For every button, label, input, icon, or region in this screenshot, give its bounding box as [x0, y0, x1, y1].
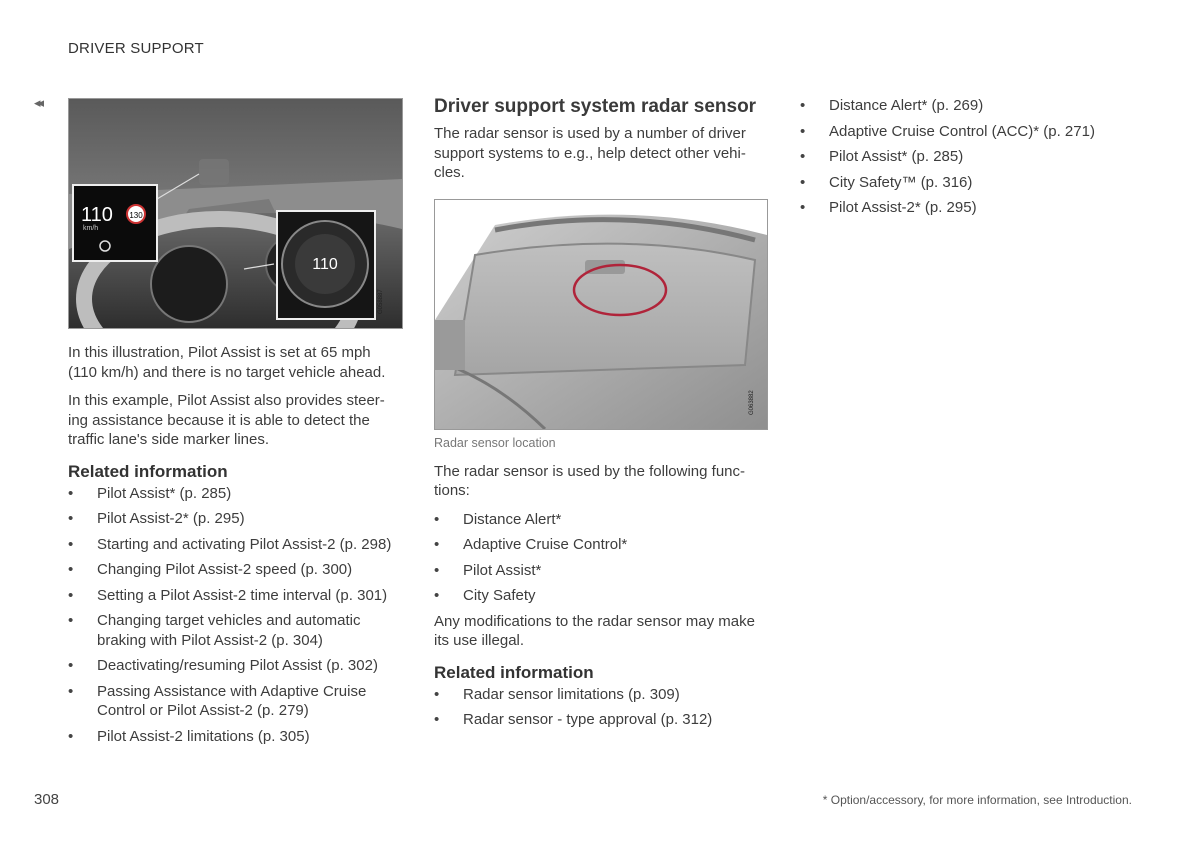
related-link[interactable]: • Deactivating/resuming Pilot Assist (p. 302): [68, 656, 403, 676]
gauge-speed: 110: [312, 256, 338, 273]
function-item: • City Safety: [434, 586, 768, 606]
related-link[interactable]: • Radar sensor - type approval (p. 312): [434, 710, 768, 730]
illustration-description: In this illustration, Pilot Assist is set at 65 mph (110 km/h) and there is no target vehicle ahead.: [68, 344, 386, 381]
related-link[interactable]: • Pilot Assist-2* (p. 295): [800, 198, 1140, 218]
section-header: DRIVER SUPPORT: [68, 40, 204, 57]
right-column: [800, 96, 1140, 224]
windshield-illustration: [435, 200, 767, 429]
related-info-heading: Related information: [68, 461, 228, 481]
hud-speed-limit: 130: [129, 211, 143, 220]
related-link[interactable]: • Distance Alert* (p. 269): [800, 96, 1140, 116]
related-link[interactable]: • Setting a Pilot Assist-2 time interval (p. 301): [68, 586, 403, 606]
functions-list: [434, 510, 768, 606]
dashboard-illustration: [69, 99, 402, 328]
radar-sensor-illustration: [434, 199, 768, 430]
related-link[interactable]: • Changing target vehicles and automatic braking with Pilot Assist-2 (p. 304): [68, 611, 403, 650]
related-info-list: [800, 96, 1140, 218]
function-item: • Distance Alert*: [434, 510, 768, 530]
page-number: 308: [34, 791, 60, 808]
related-link[interactable]: • Pilot Assist-2* (p. 295): [68, 509, 403, 529]
related-info-heading: Related information: [434, 662, 594, 682]
related-link[interactable]: • Radar sensor limitations (p. 309): [434, 685, 768, 705]
section-title: Driver support system radar sensor: [434, 96, 757, 117]
pilot-assist-illustration: [68, 98, 403, 329]
related-info-list: [434, 685, 768, 730]
function-item: • Pilot Assist*: [434, 561, 768, 581]
related-link[interactable]: • Adaptive Cruise Control (ACC)* (p. 271): [800, 122, 1140, 142]
related-link[interactable]: • City Safety™ (p. 316): [800, 173, 1140, 193]
middle-column: [434, 96, 768, 736]
related-link[interactable]: • Pilot Assist* (p. 285): [68, 484, 403, 504]
back-arrows-icon[interactable]: ◂◂: [34, 95, 42, 110]
modification-warning: Any modifications to the radar sensor may make its use illegal.: [434, 612, 755, 649]
related-link[interactable]: • Starting and activating Pilot Assist-2 (p. 298): [68, 535, 403, 555]
figure-code: G063882: [749, 389, 755, 415]
functions-intro: The radar sensor is used by the following func-tions:: [434, 462, 745, 499]
related-info-list: [68, 484, 403, 747]
function-item: • Adaptive Cruise Control*: [434, 535, 768, 555]
footnote: * Option/accessory, for more information, see Introduction.: [822, 793, 1132, 807]
intro-paragraph: The radar sensor is used by a number of driver support systems to e.g., help detect other vehi-cles.: [434, 125, 746, 181]
hud-speed-unit: km/h: [83, 225, 99, 232]
related-link[interactable]: • Passing Assistance with Adaptive Cruise Control or Pilot Assist-2 (p. 279): [68, 682, 403, 721]
related-link[interactable]: • Changing Pilot Assist-2 speed (p. 300): [68, 560, 403, 580]
related-link[interactable]: • Pilot Assist-2 limitations (p. 305): [68, 727, 403, 747]
steering-assist-description: In this example, Pilot Assist also provides steer-ing assistance because it is able to detect the traffic lane's side marker lines.: [68, 392, 385, 448]
hud-speed: 110: [81, 204, 113, 226]
related-link[interactable]: • Pilot Assist* (p. 285): [800, 147, 1140, 167]
figure-caption: Radar sensor location: [434, 435, 556, 450]
left-column: [68, 98, 403, 752]
figure-code: G058887: [378, 289, 384, 314]
